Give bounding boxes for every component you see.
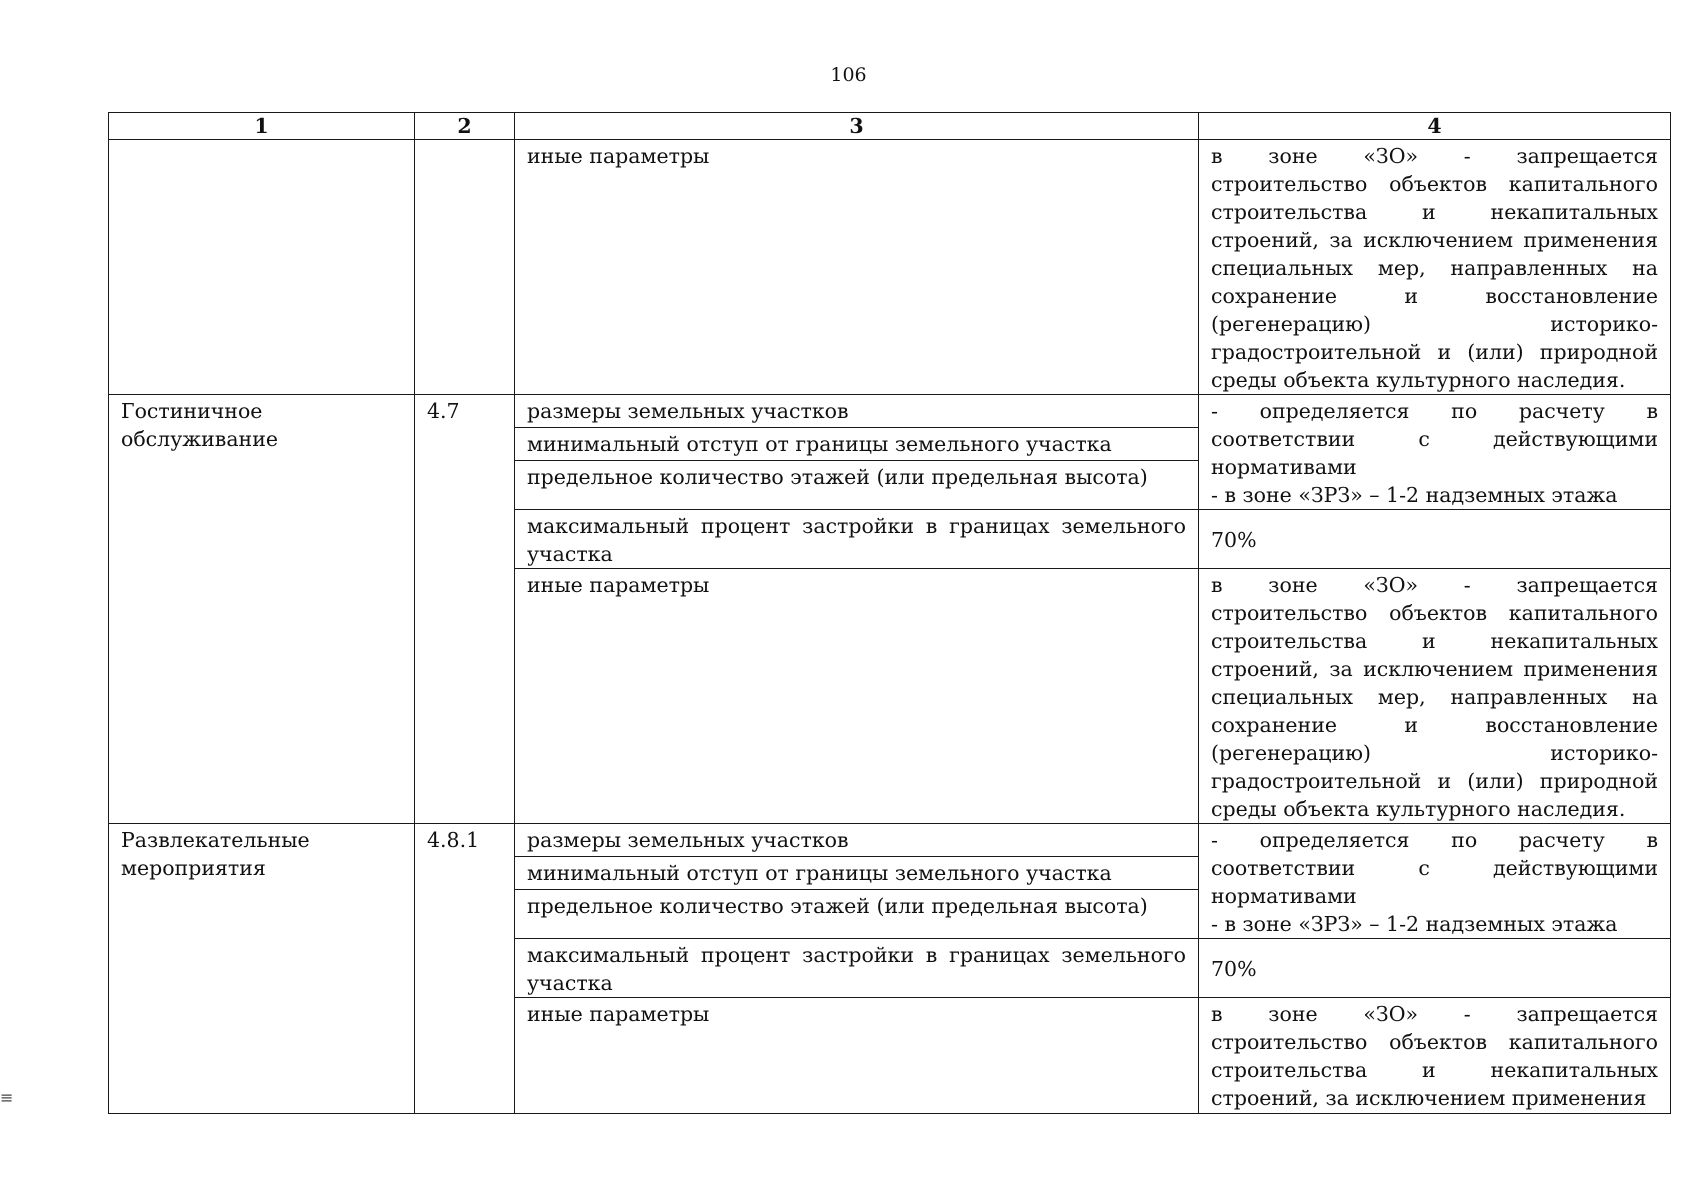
column-header-1: 1 — [109, 113, 415, 140]
parameter-name: иные параметры — [515, 998, 1199, 1114]
parameter-value: 70% — [1199, 510, 1671, 569]
column-header-2: 2 — [415, 113, 515, 140]
table-header-row — [109, 113, 1671, 140]
parameter-value — [1199, 395, 1671, 510]
parameter-name: иные параметры — [515, 569, 1199, 824]
parameter-value: в зоне «ЗО» - запрещается строительство объектов капитального строительства и некапитальных строений, за исключением применения специальных мер, направленных на сохранение и восстановление (регенерацию) историко-градостроительной и (или) природной среды объекта культурного наследия. — [1199, 140, 1671, 395]
use-name-cell: Гостиничное обслуживание — [109, 395, 415, 824]
use-name-cell — [109, 140, 415, 395]
use-name-cell: Развлекательные мероприятия — [109, 824, 415, 1114]
table-row — [109, 395, 1671, 428]
use-code-cell: 4.8.1 — [415, 824, 515, 1114]
column-header-4: 4 — [1199, 113, 1671, 140]
parameter-name: иные параметры — [515, 140, 1199, 395]
parameter-name: максимальный процент застройки в границах земельного участка — [515, 510, 1199, 569]
parameter-name: предельное количество этажей (или предельная высота) — [515, 461, 1199, 510]
parameter-name: предельное количество этажей (или предельная высота) — [515, 890, 1199, 939]
parameter-name: размеры земельных участков — [515, 824, 1199, 857]
column-header-3: 3 — [515, 113, 1199, 140]
parameter-value-norms: - определяется по расчету в соответствии с действующими нормативами — [1211, 399, 1658, 479]
parameter-value: 70% — [1199, 939, 1671, 998]
parameter-value: в зоне «ЗО» - запрещается строительство объектов капитального строительства и некапитальных строений, за исключением применения — [1199, 998, 1671, 1114]
parameter-name: минимальный отступ от границы земельного участка — [515, 857, 1199, 890]
use-code-cell: 4.7 — [415, 395, 515, 824]
page-number: 106 — [830, 64, 867, 86]
table-row — [109, 824, 1671, 857]
parameter-name: минимальный отступ от границы земельного участка — [515, 428, 1199, 461]
use-code-cell — [415, 140, 515, 395]
margin-mark: ≡ — [0, 1088, 14, 1107]
parameter-value — [1199, 824, 1671, 939]
zoning-parameters-table — [108, 112, 1671, 1114]
parameter-value-floors: - в зоне «ЗРЗ» – 1-2 надземных этажа — [1211, 483, 1618, 507]
parameter-value: в зоне «ЗО» - запрещается строительство объектов капитального строительства и некапитальных строений, за исключением применения специальных мер, направленных на сохранение и восстановление (регенерацию) историко-градостроительной и (или) природной среды объекта культурного наследия. — [1199, 569, 1671, 824]
parameter-name: размеры земельных участков — [515, 395, 1199, 428]
parameter-value-norms: - определяется по расчету в соответствии с действующими нормативами — [1211, 828, 1658, 908]
parameter-value-floors: - в зоне «ЗРЗ» – 1-2 надземных этажа — [1211, 912, 1618, 936]
table-row-continuation — [109, 140, 1671, 395]
parameter-name: максимальный процент застройки в границах земельного участка — [515, 939, 1199, 998]
